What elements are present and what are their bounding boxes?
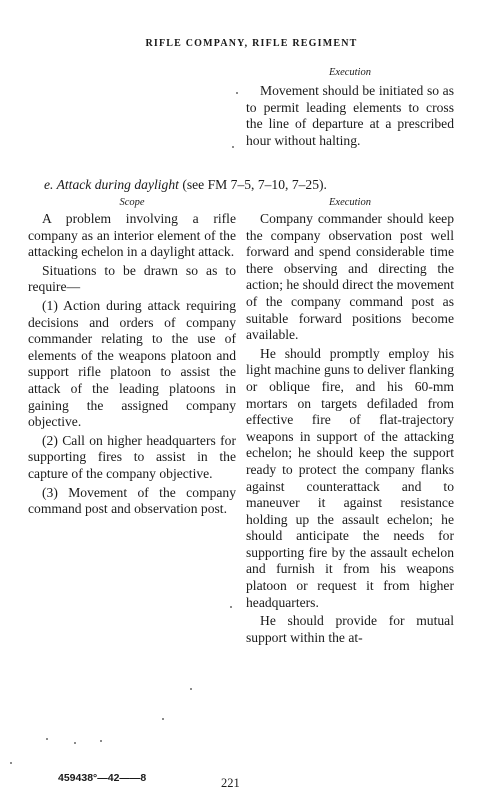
paragraph-e-heading — [44, 176, 464, 193]
scope-paragraph-2: Situations to be drawn so as to require— — [28, 262, 236, 295]
print-speck — [162, 718, 164, 720]
scope-heading: Scope — [119, 197, 145, 208]
print-speck — [100, 740, 102, 742]
print-speck — [232, 146, 234, 148]
execution-heading: Execution — [329, 197, 371, 208]
top-execution-text: Movement should be initiated so as to permit leading elements to cross the line of departure at a prescribed hour without halting. — [246, 83, 454, 148]
scope-item-3: (3) Movement of the company command post and observation post. — [28, 484, 236, 517]
page-number: 221 — [221, 776, 240, 790]
scope-column — [28, 211, 236, 518]
print-speck — [74, 742, 76, 744]
print-speck — [190, 688, 192, 690]
print-speck — [230, 606, 232, 608]
print-speck — [236, 92, 238, 94]
execution-paragraph-2: He should promptly employ his light machine guns to deliver flanking or oblique fire, and his 60-mm mortars on targets defiladed from effective fire of flat-trajectory weapons in support of the attacking echelon; he should keep the support ready to protect the company flanks against counterattack and to maneuver it against resistance holding up the assault echelon; he should anticipate the needs for supporting fire by the assault echelon and furnish it from his weapons platoon or request it from higher headquarters. — [246, 345, 454, 610]
print-code: 459438°—42——8 — [58, 772, 147, 784]
paragraph-e-lead: e. Attack during daylight — [44, 177, 179, 192]
running-head: RIFLE COMPANY, RIFLE REGIMENT — [145, 38, 358, 49]
print-speck — [46, 738, 48, 740]
scope-item-2: (2) Call on higher headquarters for supporting fires to assist in the capture of the company objective. — [28, 432, 236, 481]
execution-paragraph-1: Company commander should keep the company observation post well forward and spend considerable time there observing and directing the action; he should direct the movement of the company command post as suitable forward positions become available. — [246, 211, 455, 343]
execution-paragraph-3: He should provide for mutual support within the at- — [246, 613, 454, 645]
execution-column — [246, 211, 454, 646]
top-execution-block — [246, 66, 454, 149]
scope-paragraph-1: A problem involving a rifle company as an interior element of the attacking echelon in a daylight attack. — [28, 211, 236, 260]
print-speck — [10, 762, 12, 764]
top-execution-heading: Execution — [329, 67, 371, 78]
paragraph-e-reference: (see FM 7–5, 7–10, 7–25). — [178, 177, 327, 192]
scope-item-1: (1) Action during attack requiring decisions and orders of company commander relating to the use of elements of the weapons platoon and support rifle platoon to assist the attack of the leading platoons in gaining the assigned company objective. — [28, 297, 236, 430]
